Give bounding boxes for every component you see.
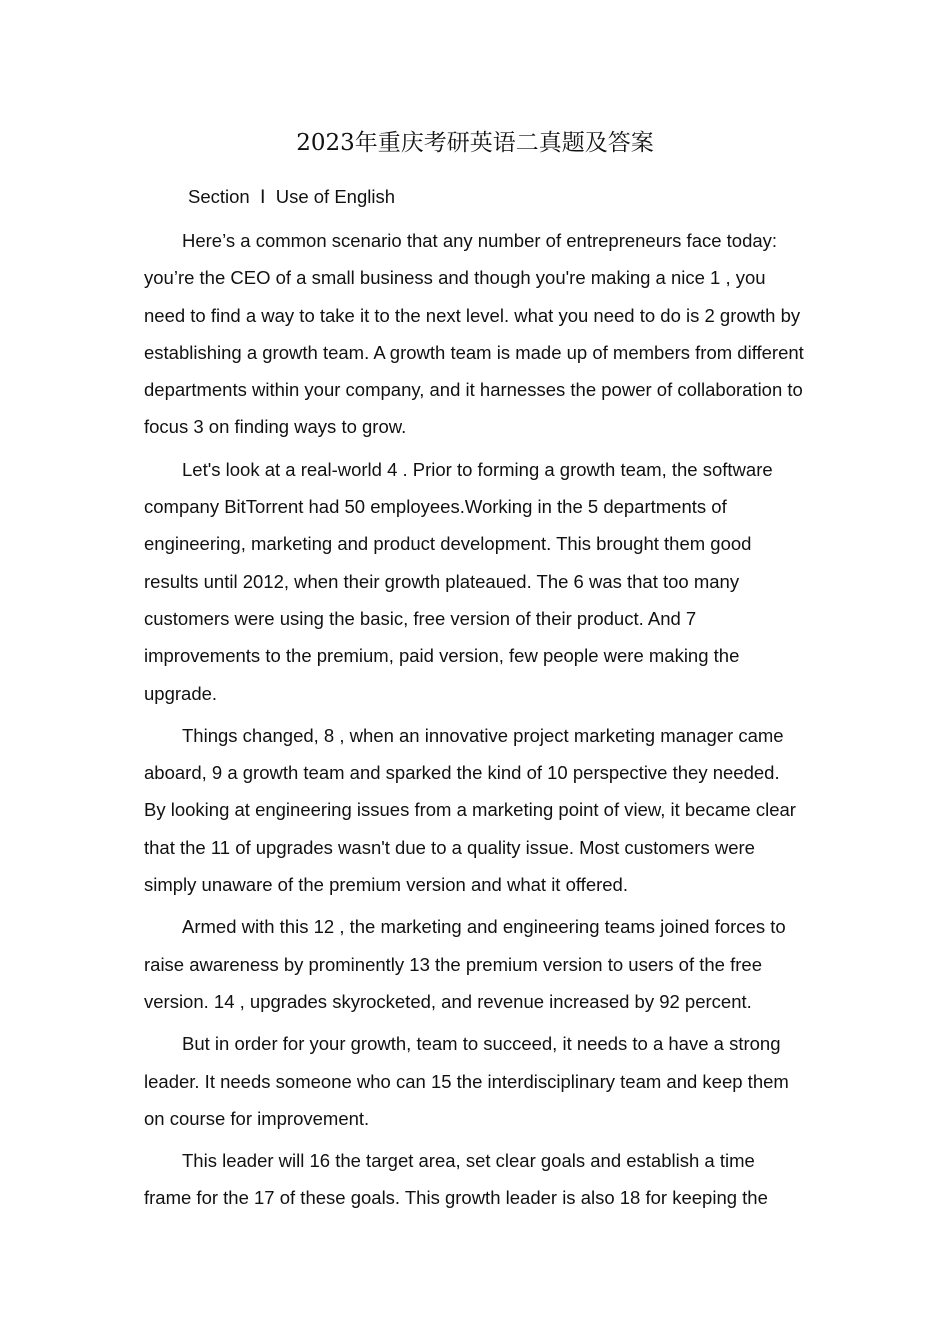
passage-paragraph-5: But in order for your growth, team to succeed, it needs to a have a strong leader. It needs someone who can 15 the interdisciplinary team and keep them on course for improvement. <box>144 1033 789 1129</box>
section-heading: Section Ⅰ Use of English <box>188 186 396 207</box>
passage-paragraph-6: This leader will 16 the target area, set clear goals and establish a time frame for the 17 of these goals. This growth leader is also 18 for keeping the <box>144 1150 768 1209</box>
passage-paragraph-4: Armed with this 12 , the marketing and engineering teams joined forces to raise awareness by prominently 13 the premium version to users of the free version. 14 , upgrades skyrocketed, and revenue increased by 92 percent. <box>144 916 786 1012</box>
passage-paragraph-2: Let's look at a real-world 4 . Prior to forming a growth team, the software company BitTorrent had 50 employees.Working in the 5 departments of engineering, marketing and product development. This brought them good results until 2012, when their growth plateaued. The 6 was that too many customers were using the basic, free version of their product. And 7 improvements to the premium, paid version, few people were making the upgrade. <box>144 458 773 704</box>
passage-paragraph-1: Here’s a common scenario that any number of entrepreneurs face today: you’re the CEO of a small business and though you're making a nice 1 , you need to find a way to take it to the next level. what you need to do is 2 growth by establishing a growth team. A growth team is made up of members from different departments within your company, and it harnesses the power of collaboration to focus 3 on finding ways to grow. <box>144 230 804 438</box>
document-title: 2023年重庆考研英语二真题及答案 <box>296 130 654 156</box>
passage-paragraph-3: Things changed, 8 , when an innovative project marketing manager came aboard, 9 a growth team and sparked the kind of 10 perspective they needed. By looking at engineering issues from a marketing point of view, it became clear that the 11 of upgrades wasn't due to a quality issue. Most customers were simply unaware of the premium version and what it offered. <box>144 724 796 896</box>
passage-body <box>144 222 806 1222</box>
